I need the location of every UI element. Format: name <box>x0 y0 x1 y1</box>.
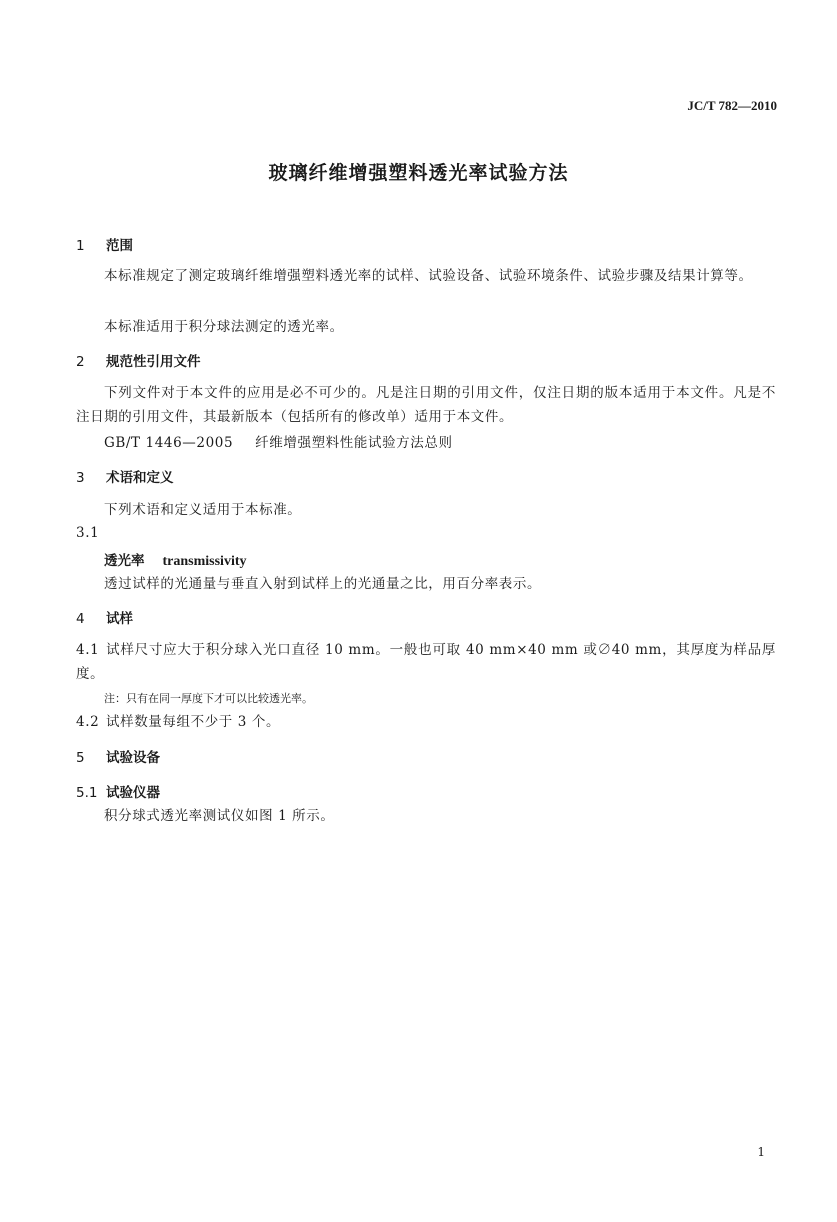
section-number: 5 <box>76 750 85 766</box>
section-number: 4 <box>76 611 85 627</box>
section-4-heading <box>76 607 133 627</box>
clause-4-note: 注：只有在同一厚度下才可以比较透光率。 <box>104 692 313 705</box>
section-3-paragraph-1: 下列术语和定义适用于本标准。 <box>104 502 302 518</box>
section-number: 3 <box>76 470 85 486</box>
subsection-number: 5.1 <box>76 785 98 801</box>
section-title: 术语和定义 <box>106 470 174 486</box>
clause-text: 试样尺寸应大于积分球入光口直径 10 mm。一般也可取 40 mm×40 mm 或∅40 mm，其厚度为样品厚度。 <box>76 642 776 682</box>
term-definition: 透过试样的光通量与垂直入射到试样上的光通量之比，用百分率表示。 <box>104 576 542 592</box>
section-number: 1 <box>76 238 85 254</box>
term-english: transmissivity <box>162 554 247 569</box>
subsection-title: 试验仪器 <box>106 785 160 801</box>
clause-4-1 <box>76 638 776 686</box>
clause-number: 4.1 <box>76 642 100 658</box>
section-3-heading <box>76 466 174 486</box>
subsection-5-1-heading <box>76 781 160 801</box>
section-1-paragraph-2: 本标准适用于积分球法测定的透光率。 <box>104 319 344 335</box>
section-title: 试样 <box>106 611 133 627</box>
normative-reference <box>104 431 453 451</box>
subsection-3-1-number: 3.1 <box>76 525 100 541</box>
standard-number: JC/T 782—2010 <box>687 98 777 113</box>
section-title: 规范性引用文件 <box>106 354 201 370</box>
clause-5-1-text: 积分球式透光率测试仪如图 1 所示。 <box>104 808 335 824</box>
section-number: 2 <box>76 354 85 370</box>
clause-number: 4.2 <box>76 714 100 730</box>
section-1-paragraph-1: 本标准规定了测定玻璃纤维增强塑料透光率的试样、试验设备、试验环境条件、试验步骤及结果计算等。 <box>104 268 753 284</box>
document-title: 玻璃纤维增强塑料透光率试验方法 <box>268 162 569 184</box>
clause-4-2 <box>76 710 280 730</box>
section-title: 范围 <box>106 238 133 254</box>
clause-text: 试样数量每组不少于 3 个。 <box>106 714 281 730</box>
section-1-heading <box>76 234 133 254</box>
section-2-heading <box>76 350 201 370</box>
term-entry <box>104 549 247 570</box>
reference-code: GB/T 1446—2005 <box>104 435 234 451</box>
section-2-paragraph-1: 下列文件对于本文件的应用是必不可少的。凡是注日期的引用文件，仅注日期的版本适用于本文件。凡是不注日期的引用文件，其最新版本（包括所有的修改单）适用于本文件。 <box>76 385 776 425</box>
section-title: 试验设备 <box>106 750 160 766</box>
reference-title: 纤维增强塑料性能试验方法总则 <box>255 435 453 451</box>
term-chinese: 透光率 <box>104 553 145 569</box>
page-number: 1 <box>757 1145 765 1159</box>
section-5-heading <box>76 746 160 766</box>
